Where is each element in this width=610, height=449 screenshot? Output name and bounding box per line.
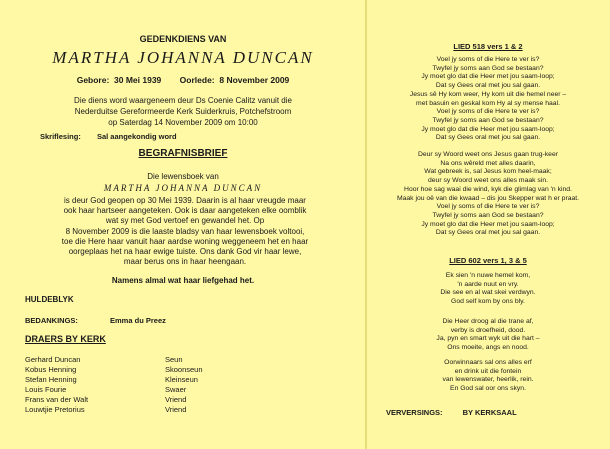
- pallbearers-title: DRAERS BY KERK: [25, 334, 106, 344]
- bearer-relation: Swaer: [165, 385, 187, 394]
- lyric-line: Dat sy Gees oral met jou sal gaan.: [435, 82, 541, 90]
- list-item: [25, 355, 275, 365]
- list-item: [25, 385, 275, 395]
- lyric-line: Maak jou oë van die kwaad – dis jou Skepper wat h er praat.: [396, 194, 580, 202]
- bearer-name: Kobus Henning: [25, 365, 77, 374]
- lyric-line: Die Heer droog al die trane af,: [442, 318, 534, 325]
- thanks-section: [25, 316, 166, 325]
- service-info: [20, 95, 346, 128]
- died-label: Oorlede:: [179, 75, 215, 85]
- died-date: 8 November 2009: [219, 75, 290, 85]
- lyric-line: Na ons wêreld met alles daarin,: [440, 159, 536, 167]
- service-line: Nederduitse Gereformeerde Kerk Suiderkruis, Potchefstroom: [74, 107, 292, 116]
- born-date: 30 Mei 1939: [114, 75, 162, 85]
- thanks-label: BEDANKINGS:: [25, 316, 78, 325]
- lyric-line: Twyfel jy soms aan God se bestaan?: [432, 116, 544, 124]
- scripture-value: Sal aangekondig word: [96, 132, 177, 141]
- service-line: Die diens word waargeneem deur Ds Coenie Calitz vanuit die: [74, 96, 292, 105]
- bearer-name: Stefan Henning: [25, 375, 77, 384]
- deceased-name: MARTHA JOHANNA DUNCAN: [52, 48, 314, 67]
- bearer-name: Gerhard Duncan: [25, 355, 81, 364]
- lyric-line: Wat gebreek is, sal Jesus kom heel-maak;: [424, 168, 552, 176]
- lyric-line: Ja, pyn en smart wyk uit die hart –: [436, 335, 540, 343]
- lyric-line: Dat sy Gees oral met jou sal gaan.: [435, 134, 541, 142]
- lyric-line: Voel jy soms of die Here te ver is?: [436, 108, 540, 116]
- memorial-title: GEDENKDIENS VAN: [139, 34, 227, 44]
- funeral-letter-title: BEGRAFNISBRIEF: [138, 148, 228, 159]
- life-text-line: toe die Here haar vanuit haar aardse woning weggeneem het en haar: [61, 236, 309, 246]
- bearer-name: Louis Fourie: [25, 385, 67, 394]
- lyric-line: Jy moet glo dat die Heer met jou saam-loop;: [421, 125, 555, 133]
- lyric-line: en drink uit die fontein: [454, 367, 522, 375]
- refreshments-value: BY KERKSAAL: [462, 408, 517, 417]
- list-item: [25, 365, 275, 375]
- lyric-line: 'n aarde nuut en vry.: [457, 280, 519, 288]
- list-item: [25, 375, 275, 385]
- life-book-text: [22, 196, 348, 267]
- lyric-line: deur sy Woord weet ons alles maak sin.: [427, 177, 548, 185]
- life-text-line: maar berus ons in haar heengaan.: [123, 257, 247, 267]
- lyric-line: Ons moeite, angs en nood.: [447, 344, 529, 352]
- life-book-intro: Die lewensboek van: [147, 172, 219, 181]
- lyric-line: Twyfel jy soms aan God se bestaan?: [432, 64, 544, 72]
- lyric-line: van lewenswater, heerlik, rein.: [442, 376, 534, 384]
- lyric-line: Dat sy Gees oral met jou sal gaan.: [435, 229, 541, 237]
- refreshments: [386, 408, 517, 417]
- born-label: Gebore:: [76, 75, 110, 85]
- lyric-line: Jy moet glo dat die Heer met jou saam-loop;: [421, 220, 555, 228]
- service-line: op Saterdag 14 November 2009 om 10:00: [108, 118, 258, 127]
- lyric-line: Twyfel jy soms aan God se bestaan?: [432, 211, 544, 219]
- life-text-line: ook haar hartseer aangeteken. Ook is daar aangeteken elke oomblik: [63, 206, 307, 216]
- tribute-heading: HULDEBLYK: [25, 295, 74, 304]
- song1-title: LIED 518 vers 1 & 2: [453, 42, 523, 51]
- song2-verse2: [366, 318, 610, 353]
- lyric-line: En God sal oor ons skyn.: [450, 385, 526, 393]
- lyric-line: Hoor hoe sag waai die wind, kyk die glimlag van 'n kind.: [404, 185, 572, 193]
- bearer-relation: Seun: [165, 355, 183, 364]
- lyric-line: Jy moet glo dat die Heer met jou saam-loop;: [421, 73, 555, 81]
- list-item: [25, 395, 275, 405]
- scripture-label: Skriflesing:: [40, 132, 81, 141]
- bearer-relation: Vriend: [165, 395, 187, 404]
- list-item: [25, 405, 275, 415]
- lyric-line: Voel jy soms of die Here te ver is?: [436, 203, 540, 211]
- bearer-name: Louwtjie Pretorius: [25, 405, 85, 414]
- lyric-line: Jesus sê Hy kom weer, Hy kom uit die hemel neer –: [409, 90, 567, 98]
- lyric-line: Deur sy Woord weet ons Jesus gaan trug-keer: [417, 151, 559, 158]
- bearer-name: Frans van der Walt: [25, 395, 89, 404]
- life-text-line: wat sy met God vertoef en gewandel het. Op: [105, 216, 265, 226]
- life-text-line: 8 November 2009 is die laaste bladsy van haar lewensboek voltooi,: [65, 226, 305, 236]
- song2-verse1: [366, 272, 610, 307]
- lyric-line: Die see en al wat skei verdwyn.: [440, 289, 536, 297]
- closing-line: Namens almal wat haar liefgehad het.: [111, 276, 255, 285]
- bearer-relation: Skoonseun: [165, 365, 203, 374]
- life-text-line: oorgeplaas het na haar ewige tuiste. Ons dank God vir haar lewe,: [68, 247, 302, 257]
- life-text-line: is deur God geopen op 30 Mei 1939. Daarin is al haar vreugde maar: [64, 196, 306, 205]
- life-dates: [0, 75, 366, 85]
- pallbearers-list: [25, 355, 275, 415]
- thanks-value: Emma du Preez: [110, 316, 166, 325]
- refreshments-label: VERVERSINGS:: [386, 408, 443, 417]
- lyric-line: verby is droefheid, dood.: [450, 326, 526, 334]
- life-book-name: MARTHA JOHANNA DUNCAN: [103, 183, 263, 193]
- lyric-line: God self kom by ons bly.: [451, 298, 525, 306]
- lyric-line: Ek sien 'n nuwe hemel kom,: [445, 272, 531, 279]
- song2-title: LIED 602 vers 1, 3 & 5: [449, 256, 527, 265]
- song2-verse3: [366, 359, 610, 394]
- scripture-reading: [40, 132, 177, 141]
- song1-verse1: [366, 56, 610, 143]
- bearer-relation: Vriend: [165, 405, 187, 414]
- lyric-line: met basuin en geskal kom Hy al sy mense haal.: [416, 99, 560, 107]
- lyric-line: Voel jy soms of die Here te ver is?: [436, 56, 540, 63]
- lyric-line: Oorwinnaars sal ons alles erf: [444, 359, 532, 366]
- bearer-relation: Kleinseun: [165, 375, 198, 384]
- song1-verse2: [366, 151, 610, 238]
